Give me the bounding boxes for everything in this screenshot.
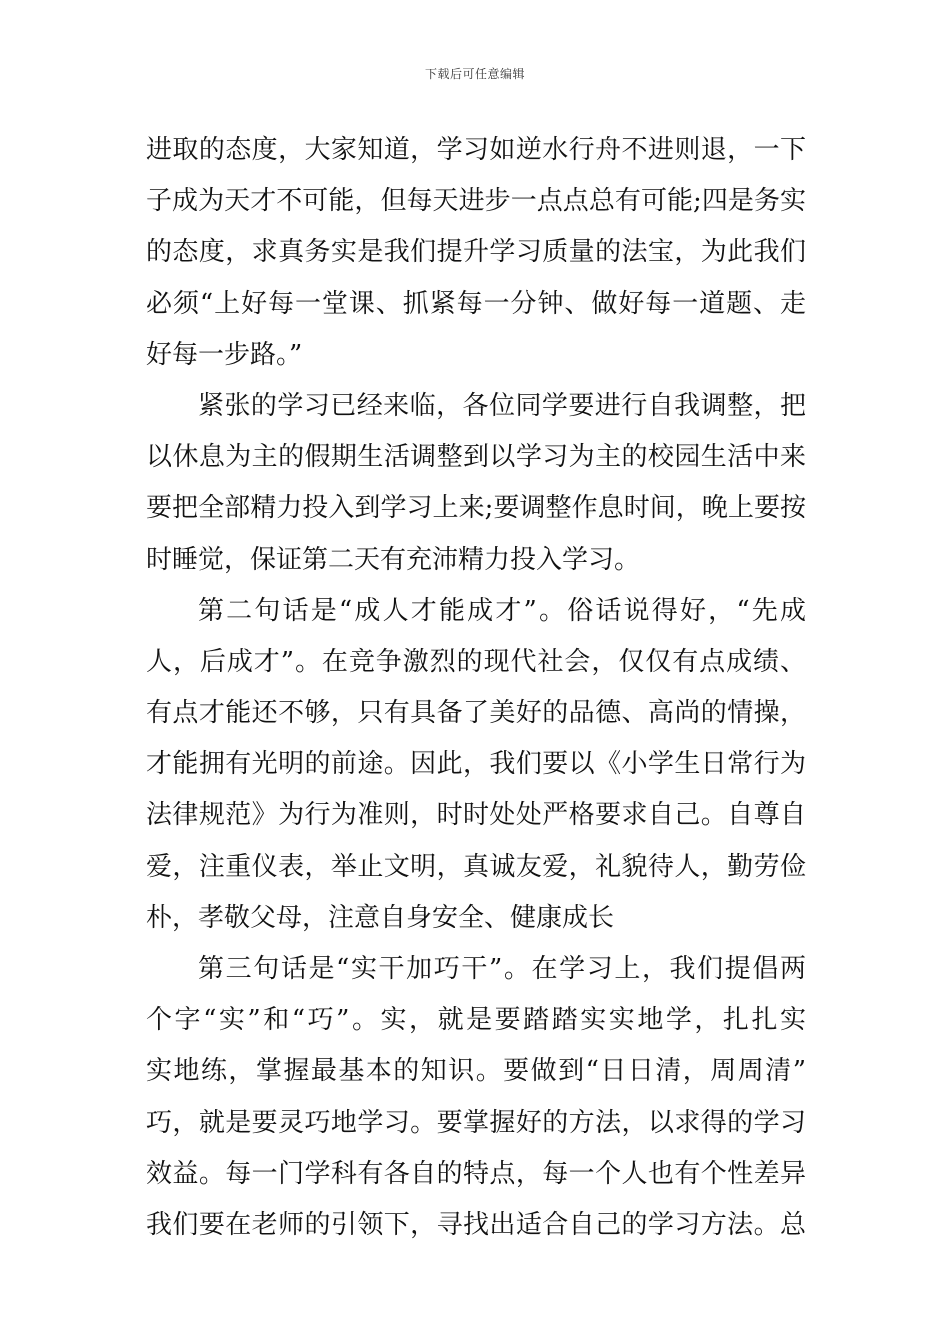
text-line: 爱，注重仪表，举止文明，真诚友爱，礼貌待人，勤劳俭 (146, 851, 806, 882)
text-line: 有点才能还不够，只有具备了美好的品德、高尚的情操， (146, 698, 806, 729)
text-line: 人，后成才”。在竞争激烈的现代社会，仅仅有点成绩、 (146, 646, 806, 677)
text-line: 的态度，求真务实是我们提升学习质量的法宝，为此我们 (146, 237, 806, 268)
text-line: 个字“实”和“巧”。实，就是要踏踏实实地学，扎扎实 (146, 1005, 806, 1036)
text-line: 第二句话是“成人才能成才”。俗话说得好，“先成 (198, 595, 806, 626)
text-line: 紧张的学习已经来临，各位同学要进行自我调整，把 (198, 390, 806, 421)
text-line: 必须“上好每一堂课、抓紧每一分钟、做好每一道题、走 (146, 288, 806, 319)
text-line: 朴，孝敬父母，注意自身安全、健康成长 (146, 902, 615, 933)
text-line: 时睡觉，保证第二天有充沛精力投入学习。 (146, 544, 641, 575)
page-header-note: 下载后可任意编辑 (424, 67, 525, 81)
text-line: 我们要在老师的引领下，寻找出适合自己的学习方法。总 (146, 1209, 806, 1240)
text-line: 巧，就是要灵巧地学习。要掌握好的方法，以求得的学习 (146, 1107, 806, 1138)
document-body (146, 125, 806, 1251)
text-line: 要把全部精力投入到学习上来;要调整作息时间，晚上要按 (146, 493, 806, 524)
text-line: 效益。每一门学科有各自的特点，每一个人也有个性差异 (146, 1158, 806, 1189)
text-line: 才能拥有光明的前途。因此，我们要以《小学生日常行为 (146, 749, 806, 780)
text-line: 实地练，掌握最基本的知识。要做到“日日清，周周清” (146, 1056, 806, 1087)
text-line: 子成为天才不可能，但每天进步一点点总有可能;四是务实 (146, 186, 806, 217)
text-line: 好每一步路。” (146, 339, 303, 370)
text-line: 以休息为主的假期生活调整到以学习为主的校园生活中来 (146, 442, 806, 473)
text-line: 法律规范》为行为准则，时时处处严格要求自己。自尊自 (146, 800, 806, 831)
text-line: 进取的态度，大家知道，学习如逆水行舟不进则退，一下 (146, 135, 806, 165)
text-line: 第三句话是“实干加巧干”。在学习上，我们提倡两 (198, 954, 806, 984)
